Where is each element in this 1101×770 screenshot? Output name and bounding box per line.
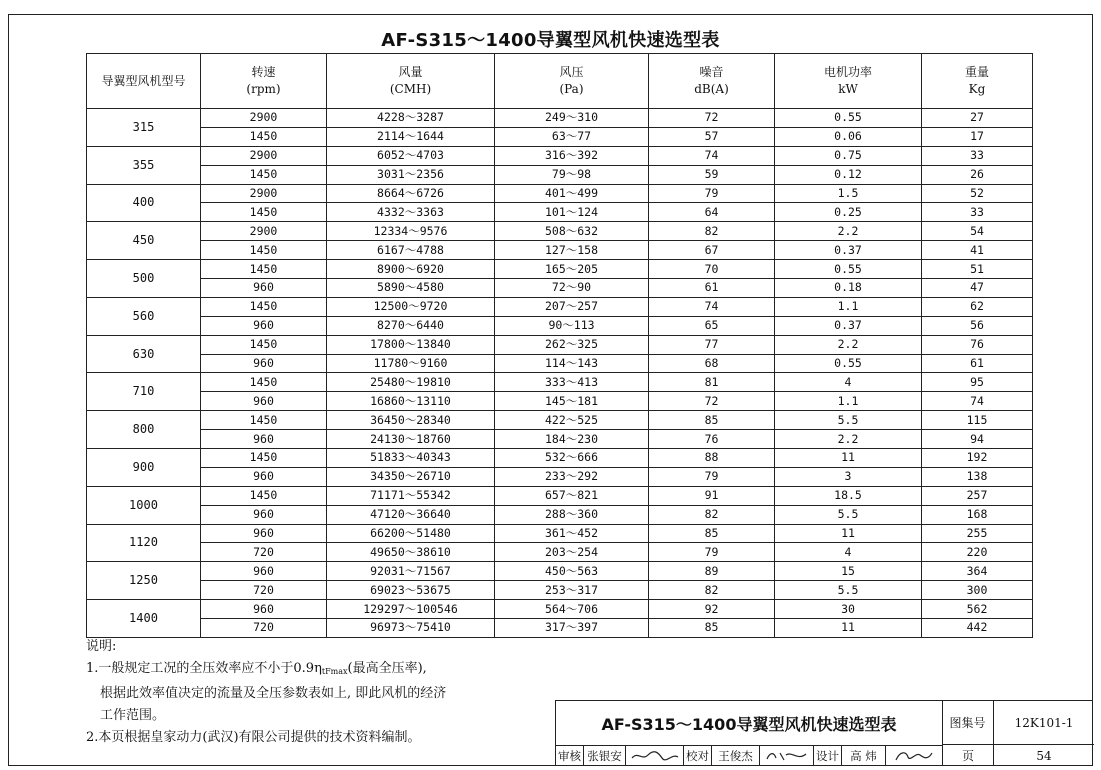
cell-noise: 89	[649, 562, 775, 581]
cell-weight: 27	[922, 109, 1033, 128]
cell-noise: 88	[649, 449, 775, 468]
cell-power: 0.06	[775, 127, 922, 146]
cell-speed: 720	[201, 543, 327, 562]
cell-weight: 41	[922, 241, 1033, 260]
page-number: 54	[1036, 748, 1052, 763]
table-row	[87, 146, 1033, 165]
cell-speed: 1450	[201, 373, 327, 392]
cell-pressure: 79～98	[495, 165, 649, 184]
cell-noise: 64	[649, 203, 775, 222]
cell-noise: 79	[649, 467, 775, 486]
cell-weight: 61	[922, 354, 1033, 373]
cell-speed: 2900	[201, 109, 327, 128]
cell-speed: 1450	[201, 203, 327, 222]
cell-model: 1400	[87, 600, 201, 638]
cell-flow: 71171～55342	[327, 486, 495, 505]
cell-speed: 960	[201, 279, 327, 298]
cell-flow: 4228～3287	[327, 109, 495, 128]
cell-weight: 168	[922, 505, 1033, 524]
cell-speed: 960	[201, 354, 327, 373]
cell-power: 1.1	[775, 297, 922, 316]
cell-power: 0.55	[775, 354, 922, 373]
signature-row	[556, 745, 942, 766]
cell-flow: 3031～2356	[327, 165, 495, 184]
table-row	[87, 449, 1033, 468]
cell-speed: 1450	[201, 241, 327, 260]
table-row	[87, 335, 1033, 354]
cell-noise: 82	[649, 581, 775, 600]
cell-speed: 1450	[201, 297, 327, 316]
table-row	[87, 486, 1033, 505]
cell-speed: 960	[201, 430, 327, 449]
cell-power: 2.2	[775, 335, 922, 354]
cell-noise: 74	[649, 146, 775, 165]
cell-weight: 74	[922, 392, 1033, 411]
cell-noise: 79	[649, 184, 775, 203]
cell-weight: 138	[922, 467, 1033, 486]
table-row	[87, 600, 1033, 619]
table-row	[87, 165, 1033, 184]
cell-noise: 72	[649, 109, 775, 128]
cell-power: 5.5	[775, 505, 922, 524]
cell-flow: 24130～18760	[327, 430, 495, 449]
cell-model: 315	[87, 109, 201, 147]
table-row	[87, 392, 1033, 411]
table-header-row	[87, 54, 1033, 109]
cell-noise: 76	[649, 430, 775, 449]
table-row	[87, 543, 1033, 562]
reviewer-name: 张银安	[584, 745, 626, 766]
design-label: 设计	[814, 745, 842, 766]
cell-flow: 25480～19810	[327, 373, 495, 392]
header-flow: 风量 (CMH)	[327, 54, 495, 109]
cell-pressure: 564～706	[495, 600, 649, 619]
cell-power: 1.1	[775, 392, 922, 411]
cell-pressure: 203～254	[495, 543, 649, 562]
cell-noise: 65	[649, 316, 775, 335]
cell-weight: 255	[922, 524, 1033, 543]
cell-noise: 61	[649, 279, 775, 298]
cell-flow: 51833～40343	[327, 449, 495, 468]
cell-flow: 34350～26710	[327, 467, 495, 486]
cell-speed: 1450	[201, 335, 327, 354]
cell-model: 710	[87, 373, 201, 411]
cell-noise: 85	[649, 619, 775, 638]
table-row	[87, 411, 1033, 430]
cell-speed: 2900	[201, 222, 327, 241]
notes-heading: 说明:	[86, 639, 117, 654]
cell-flow: 92031～71567	[327, 562, 495, 581]
cell-noise: 72	[649, 392, 775, 411]
cell-model: 560	[87, 297, 201, 335]
cell-speed: 960	[201, 467, 327, 486]
cell-weight: 52	[922, 184, 1033, 203]
cell-speed: 1450	[201, 260, 327, 279]
cell-weight: 76	[922, 335, 1033, 354]
cell-noise: 77	[649, 335, 775, 354]
cell-weight: 442	[922, 619, 1033, 638]
checker-signature	[760, 745, 814, 766]
title-block	[555, 700, 1093, 766]
cell-weight: 94	[922, 430, 1033, 449]
cell-power: 0.75	[775, 146, 922, 165]
notes	[86, 636, 446, 749]
note-1: 1.一般规定工况的全压效率应不小于$0.9\eta_{tFmax}$(最高全压率),	[86, 661, 427, 676]
cell-weight: 562	[922, 600, 1033, 619]
cell-pressure: 657～821	[495, 486, 649, 505]
cell-pressure: 127～158	[495, 241, 649, 260]
header-speed: 转速 (rpm)	[201, 54, 327, 109]
table-row	[87, 562, 1033, 581]
cell-power: 15	[775, 562, 922, 581]
table-row	[87, 505, 1033, 524]
cell-power: 0.55	[775, 109, 922, 128]
header-power: 电机功率 kW	[775, 54, 922, 109]
cell-speed: 1450	[201, 127, 327, 146]
cell-noise: 59	[649, 165, 775, 184]
cell-power: 0.18	[775, 279, 922, 298]
cell-flow: 2114～1644	[327, 127, 495, 146]
cell-flow: 11780～9160	[327, 354, 495, 373]
cell-noise: 85	[649, 411, 775, 430]
cell-pressure: 508～632	[495, 222, 649, 241]
cell-power: 5.5	[775, 411, 922, 430]
cell-noise: 85	[649, 524, 775, 543]
cell-noise: 82	[649, 505, 775, 524]
cell-power: 0.12	[775, 165, 922, 184]
table-row	[87, 297, 1033, 316]
cell-flow: 69023～53675	[327, 581, 495, 600]
cell-flow: 66200～51480	[327, 524, 495, 543]
cell-power: 1.5	[775, 184, 922, 203]
checker-name: 王俊杰	[712, 745, 760, 766]
cell-power: 0.25	[775, 203, 922, 222]
cell-speed: 720	[201, 581, 327, 600]
cell-weight: 26	[922, 165, 1033, 184]
cell-speed: 2900	[201, 146, 327, 165]
header-pressure: 风压 (Pa)	[495, 54, 649, 109]
cell-weight: 33	[922, 146, 1033, 165]
cell-weight: 257	[922, 486, 1033, 505]
cell-weight: 62	[922, 297, 1033, 316]
note-1-cont2: 工作范围。	[100, 708, 166, 723]
cell-speed: 960	[201, 524, 327, 543]
table-row	[87, 373, 1033, 392]
cell-noise: 67	[649, 241, 775, 260]
cell-weight: 47	[922, 279, 1033, 298]
cell-power: 2.2	[775, 430, 922, 449]
cell-model: 500	[87, 260, 201, 298]
cell-flow: 4332～3363	[327, 203, 495, 222]
cell-power: 0.37	[775, 316, 922, 335]
cell-power: 5.5	[775, 581, 922, 600]
cell-noise: 68	[649, 354, 775, 373]
cell-flow: 8664～6726	[327, 184, 495, 203]
designer-name: 高 炜	[842, 745, 886, 766]
designer-signature	[886, 745, 942, 766]
atlas-label: 图集号	[942, 701, 994, 745]
cell-model: 630	[87, 335, 201, 373]
table-row	[87, 316, 1033, 335]
cell-weight: 51	[922, 260, 1033, 279]
cell-pressure: 401～499	[495, 184, 649, 203]
page-label: 页	[942, 745, 994, 766]
cell-power: 0.37	[775, 241, 922, 260]
table-row	[87, 203, 1033, 222]
cell-pressure: 249～310	[495, 109, 649, 128]
cell-pressure: 145～181	[495, 392, 649, 411]
table-row	[87, 430, 1033, 449]
cell-pressure: 114～143	[495, 354, 649, 373]
header-noise: 噪音 dB(A)	[649, 54, 775, 109]
cell-pressure: 317～397	[495, 619, 649, 638]
cell-pressure: 316～392	[495, 146, 649, 165]
cell-weight: 33	[922, 203, 1033, 222]
cell-speed: 960	[201, 505, 327, 524]
cell-flow: 6052～4703	[327, 146, 495, 165]
check-label: 校对	[684, 745, 712, 766]
cell-model: 900	[87, 449, 201, 487]
cell-model: 1120	[87, 524, 201, 562]
table-row	[87, 184, 1033, 203]
cell-pressure: 422～525	[495, 411, 649, 430]
table-row	[87, 581, 1033, 600]
cell-pressure: 184～230	[495, 430, 649, 449]
cell-speed: 1450	[201, 486, 327, 505]
cell-weight: 220	[922, 543, 1033, 562]
cell-pressure: 253～317	[495, 581, 649, 600]
cell-flow: 6167～4788	[327, 241, 495, 260]
cell-weight: 95	[922, 373, 1033, 392]
cell-noise: 91	[649, 486, 775, 505]
cell-power: 3	[775, 467, 922, 486]
cell-weight: 17	[922, 127, 1033, 146]
cell-pressure: 450～563	[495, 562, 649, 581]
cell-pressure: 288～360	[495, 505, 649, 524]
cell-flow: 12500～9720	[327, 297, 495, 316]
cell-noise: 82	[649, 222, 775, 241]
cell-pressure: 262～325	[495, 335, 649, 354]
header-model: 导翼型风机型号	[87, 54, 201, 109]
cell-pressure: 207～257	[495, 297, 649, 316]
reviewer-signature	[626, 745, 684, 766]
note-1-cont: 根据此效率值决定的流量及全压参数表如上, 即此风机的经济	[100, 686, 447, 701]
cell-model: 1250	[87, 562, 201, 600]
cell-pressure: 63～77	[495, 127, 649, 146]
cell-weight: 300	[922, 581, 1033, 600]
cell-model: 355	[87, 146, 201, 184]
cell-flow: 5890～4580	[327, 279, 495, 298]
cell-pressure: 101～124	[495, 203, 649, 222]
cell-flow: 47120～36640	[327, 505, 495, 524]
cell-weight: 56	[922, 316, 1033, 335]
selection-table	[86, 53, 1033, 638]
cell-flow: 17800～13840	[327, 335, 495, 354]
cell-power: 18.5	[775, 486, 922, 505]
cell-speed: 960	[201, 316, 327, 335]
cell-flow: 12334～9576	[327, 222, 495, 241]
cell-noise: 92	[649, 600, 775, 619]
review-label: 审核	[556, 745, 584, 766]
cell-weight: 115	[922, 411, 1033, 430]
cell-pressure: 90～113	[495, 316, 649, 335]
table-row	[87, 619, 1033, 638]
cell-noise: 79	[649, 543, 775, 562]
cell-noise: 81	[649, 373, 775, 392]
table-row	[87, 109, 1033, 128]
table-row	[87, 241, 1033, 260]
cell-power: 4	[775, 543, 922, 562]
cell-power: 30	[775, 600, 922, 619]
cell-weight: 192	[922, 449, 1033, 468]
cell-flow: 129297～100546	[327, 600, 495, 619]
atlas-number: 12K101-1	[994, 701, 1094, 745]
cell-pressure: 532～666	[495, 449, 649, 468]
cell-model: 400	[87, 184, 201, 222]
cell-power: 11	[775, 524, 922, 543]
cell-pressure: 72～90	[495, 279, 649, 298]
cell-model: 450	[87, 222, 201, 260]
cell-flow: 96973～75410	[327, 619, 495, 638]
cell-pressure: 165～205	[495, 260, 649, 279]
cell-weight: 54	[922, 222, 1033, 241]
cell-noise: 70	[649, 260, 775, 279]
cell-flow: 49650～38610	[327, 543, 495, 562]
cell-speed: 720	[201, 619, 327, 638]
cell-flow: 8270～6440	[327, 316, 495, 335]
title-block-title: AF-S315～1400导翼型风机快速选型表	[556, 701, 943, 746]
note-2: 2.本页根据皇家动力(武汉)有限公司提供的技术资料编制。	[86, 730, 421, 745]
cell-noise: 57	[649, 127, 775, 146]
cell-speed: 960	[201, 392, 327, 411]
cell-flow: 8900～6920	[327, 260, 495, 279]
table-row	[87, 260, 1033, 279]
cell-power: 2.2	[775, 222, 922, 241]
cell-model: 1000	[87, 486, 201, 524]
cell-speed: 1450	[201, 411, 327, 430]
cell-speed: 1450	[201, 165, 327, 184]
cell-weight: 364	[922, 562, 1033, 581]
table-row	[87, 354, 1033, 373]
table-row	[87, 127, 1033, 146]
cell-speed: 960	[201, 562, 327, 581]
table-row	[87, 524, 1033, 543]
cell-flow: 36450～28340	[327, 411, 495, 430]
page-title: AF-S315～1400导翼型风机快速选型表	[381, 30, 720, 51]
cell-speed: 2900	[201, 184, 327, 203]
cell-noise: 74	[649, 297, 775, 316]
header-weight: 重量 Kg	[922, 54, 1033, 109]
cell-power: 0.55	[775, 260, 922, 279]
table-row	[87, 467, 1033, 486]
cell-speed: 1450	[201, 449, 327, 468]
cell-flow: 16860～13110	[327, 392, 495, 411]
table-row	[87, 279, 1033, 298]
cell-speed: 960	[201, 600, 327, 619]
cell-power: 11	[775, 619, 922, 638]
table-row	[87, 222, 1033, 241]
cell-pressure: 361～452	[495, 524, 649, 543]
cell-pressure: 233～292	[495, 467, 649, 486]
cell-model: 800	[87, 411, 201, 449]
cell-pressure: 333～413	[495, 373, 649, 392]
cell-power: 11	[775, 449, 922, 468]
cell-power: 4	[775, 373, 922, 392]
